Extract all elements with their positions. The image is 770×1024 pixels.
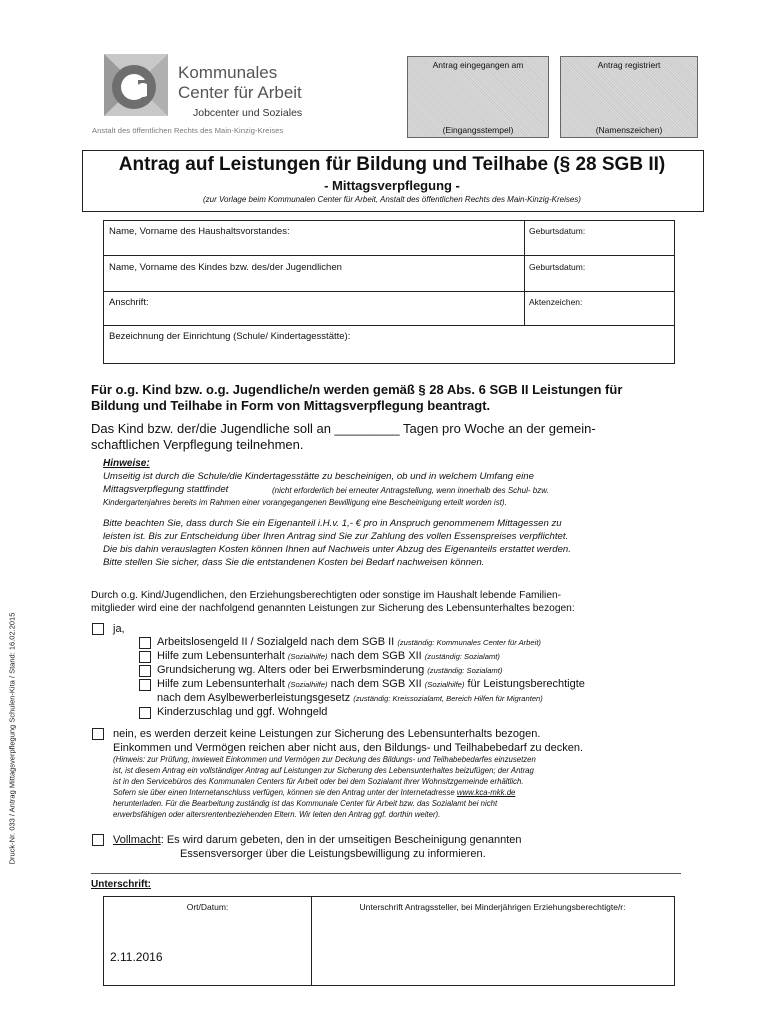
kca-logo-icon <box>96 54 176 116</box>
hints-heading: Hinweise: <box>103 458 150 469</box>
address-field[interactable]: Anschrift: <box>109 297 149 308</box>
no-note-line-1: (Hinweis: zur Prüfung, inwieweit Einkommen und Vermögen zur Deckung des Bildungs- und Teilhabebedarfes einzusetzen <box>113 755 536 764</box>
option-hlu-checkbox[interactable] <box>139 651 151 663</box>
no-line-1: nein, es werden derzeit keine Leistungen zur Sicherung des Lebensunterhalts bezogen. <box>113 728 541 740</box>
hint-2-line-4: Bitte stellen Sie sicher, dass Sie die entstandenen Kosten bei Bedarf nachweisen können. <box>103 557 485 568</box>
option-alg2-checkbox[interactable] <box>139 637 151 649</box>
no-note-line-2: ist, ist diesem Antrag ein vollständiger Antrag auf Leistungen zur Sicherung des Lebensunterhaltes beizufügen; der Antrag <box>113 766 534 775</box>
kca-website-link[interactable]: www.kca-mkk.de <box>456 788 516 797</box>
signature-field[interactable] <box>312 897 674 985</box>
registered-stamp-bottom-label: (Namenszeichen) <box>595 125 663 135</box>
option-hlu-label: Hilfe zum Lebensunterhalt (Sozialhilfe) nach dem SGB XII (zuständig: Sozialamt) <box>157 650 500 662</box>
yes-label: ja, <box>113 623 125 635</box>
request-line-1: Für o.g. Kind bzw. o.g. Jugendliche/n werden gemäß § 28 Abs. 6 SGB II Leistungen für <box>91 382 623 397</box>
option-asylbl-label-line2: nach dem Asylbewerberleistungsgesetz (zuständig: Kreissozialamt, Bereich Hilfen für Migranten) <box>157 692 543 704</box>
hint-2-line-3: Die bis dahin verauslagten Kosten können Ihnen auf Nachweis unter Abzug des Eigenanteils erstattet werden. <box>103 544 571 555</box>
form-divider <box>524 221 525 325</box>
hint-2-line-1: Bitte beachten Sie, dass durch Sie ein Eigenanteil i.H.v. 1,- € pro in Anspruch genommenem Mittagessen zu <box>103 518 562 529</box>
place-date-label: Ort/Datum: <box>186 902 229 912</box>
hint-1-line-2a: Mittagsverpflegung stattfindet <box>103 484 229 495</box>
option-alg2-label: Arbeitslosengeld II / Sozialgeld nach dem SGB II (zuständig: Kommunales Center für Arbeit) <box>157 636 541 648</box>
option-grundsicherung-label: Grundsicherung wg. Alters oder bei Erwerbsminderung (zuständig: Sozialamt) <box>157 664 503 676</box>
page-subtitle: - Mittagsverpflegung - <box>324 178 460 193</box>
hint-1-line-1: Umseitig ist durch die Schule/die Kindertagesstätte zu bescheinigen, ob und in welchem Umfang eine <box>103 471 534 482</box>
option-kinderzuschlag-checkbox[interactable] <box>139 707 151 719</box>
separator-line <box>91 873 681 874</box>
hint-1-line-2b: (nicht erforderlich bei erneuter Antragstellung, wenn innerhalb des Schul- bzw. <box>272 486 549 495</box>
birthdate-field-2[interactable]: Geburtsdatum: <box>529 262 586 272</box>
logo-tagline: Anstalt des öffentlichen Rechts des Main-Kinzig-Kreises <box>92 126 284 135</box>
days-line-2: schaftlichen Verpflegung teilnehmen. <box>91 437 304 452</box>
side-print-number: Druck-Nr. 033 / Antrag Mittagsverpflegung Schulen-Kita / Stand: 16.02.2015 <box>7 612 17 865</box>
request-line-2: Bildung und Teilhabe in Form von Mittagsverpflegung beantragt. <box>91 398 491 413</box>
yes-checkbox[interactable] <box>92 623 104 635</box>
authorization-line-1: Vollmacht: Es wird darum gebeten, den in der umseitigen Bescheinigung genannten <box>113 834 522 846</box>
child-name-field[interactable]: Name, Vorname des Kindes bzw. des/der Jugendlichen <box>109 262 342 273</box>
no-note-line-3: ist in den Servicebüros des Kommunalen Centers für Arbeit oder bei dem Sozialamt ihrer Wohnsitzgemeinde erhältlich. <box>113 777 524 786</box>
option-asylbl-label: Hilfe zum Lebensunterhalt (Sozialhilfe) nach dem SGB XII (Sozialhilfe) für Leistungsberechtigte <box>157 678 585 690</box>
no-note-line-5: herunterladen. Für die Bearbeitung zuständig ist das Kommunale Center für Arbeit bzw. das Sozialamt bei nicht <box>113 799 498 808</box>
days-line-1: Das Kind bzw. der/die Jugendliche soll an _________ Tagen pro Woche an der gemein- <box>91 421 596 436</box>
received-stamp-top-label: Antrag eingegangen am <box>432 60 524 70</box>
benefits-line-2: mitglieder wird eine der nachfolgend genannten Leistungen zur Sicherung des Lebensunterhaltes bezogen: <box>91 603 575 614</box>
registered-stamp-top-label: Antrag registriert <box>597 60 661 70</box>
logo-text-line3: Jobcenter und Soziales <box>193 107 303 119</box>
signature-label: Unterschrift Antragssteller, bei Minderjährigen Erziehungsberechtigte/r: <box>359 902 626 912</box>
title-note: (zur Vorlage beim Kommunalen Center für Arbeit, Anstalt des öffentlichen Rechts des Main-Kinzig-Kreises) <box>203 195 581 204</box>
no-note-line-4: Sofern sie über einen Internetanschluss verfügen, können sie den Antrag unter der Internetadresse www.kca-mkk.de <box>113 788 516 797</box>
no-note-line-6: erwerbsfähigen oder altersrentenbeziehenden Eltern. Wir leiten den Antrag ggf. dorthin weiter). <box>113 810 441 819</box>
no-checkbox[interactable] <box>92 728 104 740</box>
signature-heading: Unterschrift: <box>91 879 152 890</box>
authorization-checkbox[interactable] <box>92 834 104 846</box>
benefits-line-1: Durch o.g. Kind/Jugendlichen, den Erziehungsberechtigten oder sonstige im Haushalt lebende Familien- <box>91 590 562 601</box>
form-row-address <box>104 291 674 326</box>
hint-1-line-3: Kindergartenjahres bereits im Rahmen einer vorangegangenen Bewilligung eine Bescheinigung erteilt worden ist). <box>103 498 507 507</box>
option-grundsicherung-checkbox[interactable] <box>139 665 151 677</box>
birthdate-field-1[interactable]: Geburtsdatum: <box>529 226 586 236</box>
form-row-child <box>104 255 674 292</box>
logo-text-line1: Kommunales <box>178 63 278 82</box>
no-line-2: Einkommen und Vermögen reichen aber nicht aus, den Bildungs- und Teilhabebedarf zu decken. <box>113 742 584 754</box>
option-kinderzuschlag-label: Kinderzuschlag und ggf. Wohngeld <box>157 706 328 718</box>
received-stamp-box <box>407 56 549 138</box>
file-number-field[interactable]: Aktenzeichen: <box>529 297 583 307</box>
hint-2-line-2: leisten ist. Bis zur Entscheidung über Ihren Antrag sind Sie zur Zahlung des vollen Essenspreises verpflichtet. <box>103 531 569 542</box>
registered-stamp-box <box>560 56 698 138</box>
authorization-line-2: Essensversorger über die Leistungsbewilligung zu informieren. <box>180 848 486 860</box>
logo-text-line2: Center für Arbeit <box>178 83 302 102</box>
option-asylbl-checkbox[interactable] <box>139 679 151 691</box>
applicant-form-table <box>103 220 675 364</box>
date-value[interactable]: 2.11.2016 <box>110 950 163 964</box>
received-stamp-bottom-label: (Eingangsstempel) <box>442 125 514 135</box>
signature-table <box>103 896 675 986</box>
page-title: Antrag auf Leistungen für Bildung und Teilhabe (§ 28 SGB II) <box>118 154 666 175</box>
institution-field[interactable]: Bezeichnung der Einrichtung (Schule/ Kindertagesstätte): <box>109 331 351 342</box>
household-head-field[interactable]: Name, Vorname des Haushaltsvorstandes: <box>109 226 290 237</box>
